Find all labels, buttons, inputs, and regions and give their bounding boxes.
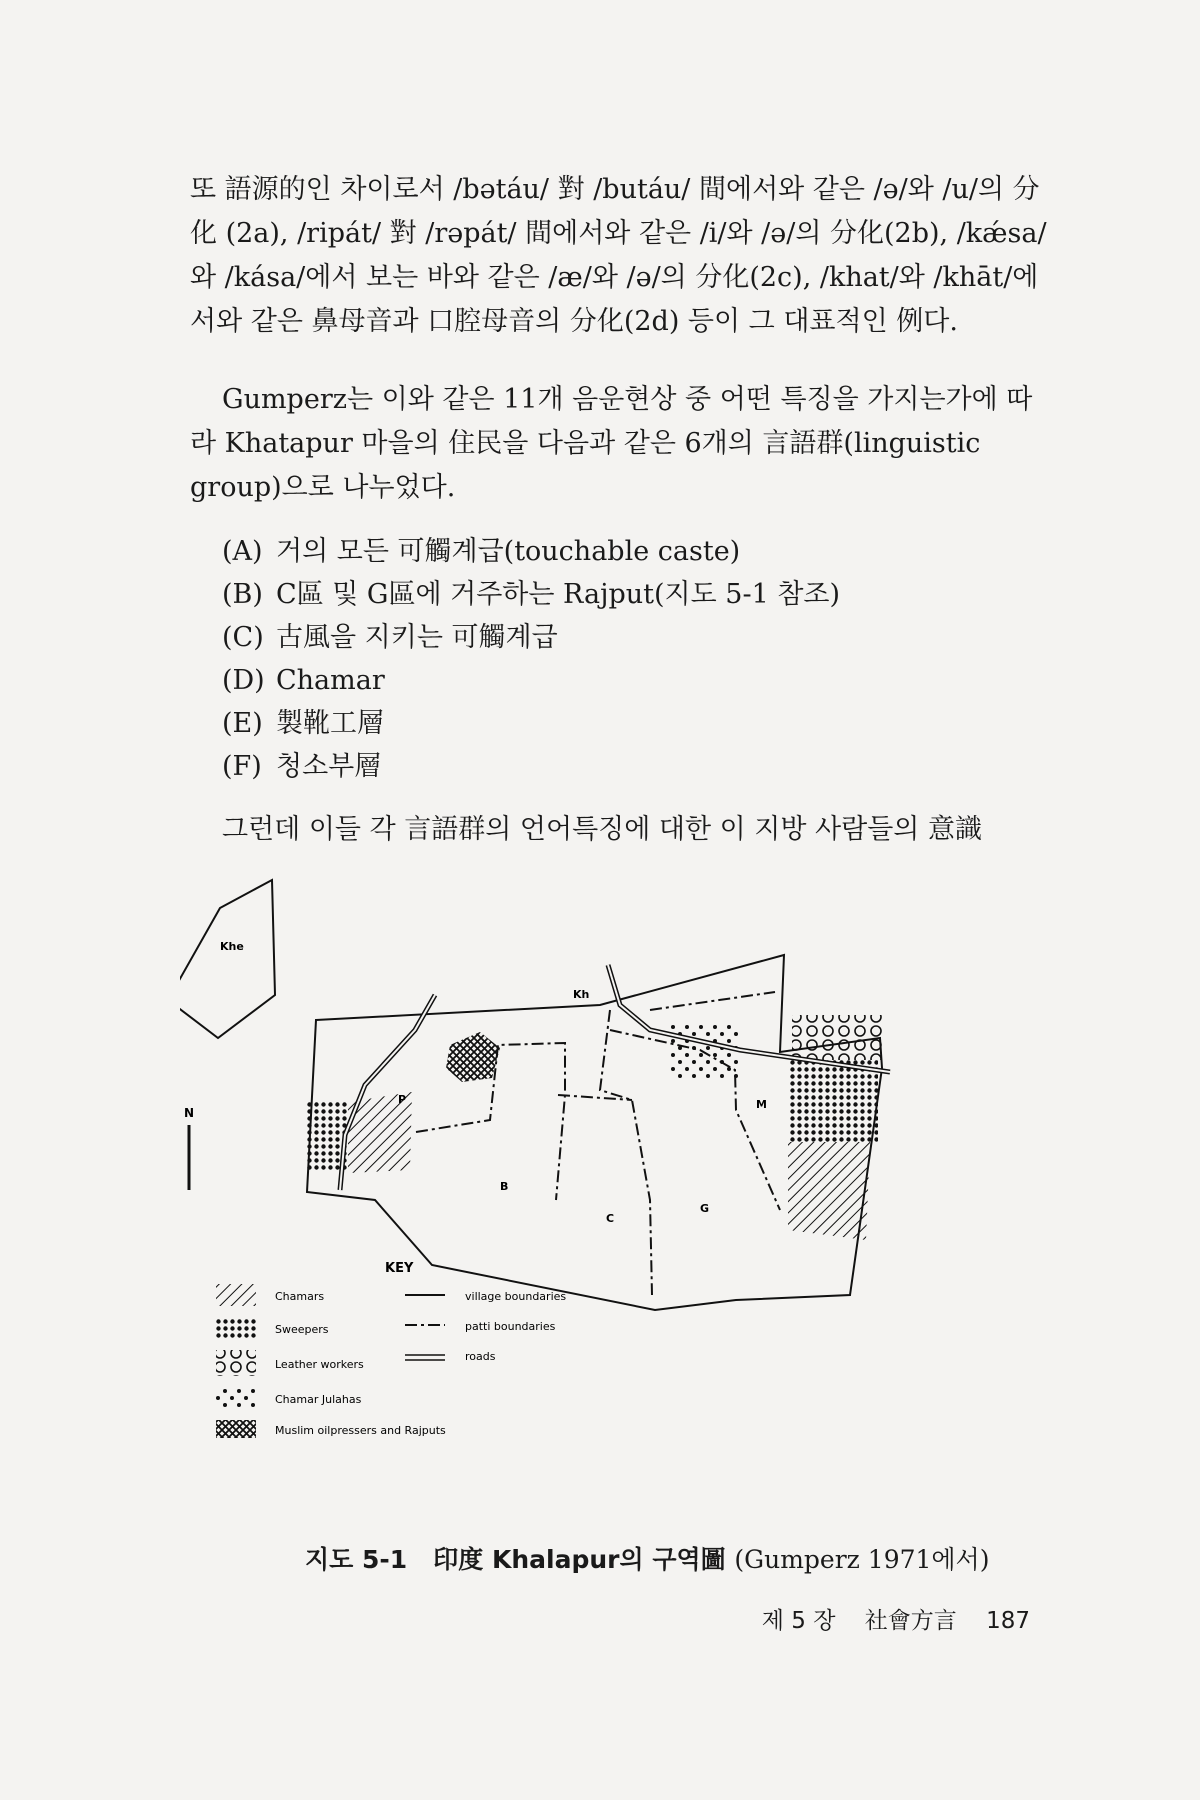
linguistic-group-list [222, 530, 840, 788]
list-item: (B) C區 및 G區에 거주하는 Rajput(지도 5-1 참조) [222, 579, 841, 610]
key-label-leather-workers: Leather workers [275, 1358, 364, 1371]
area-label-g: G [700, 1202, 710, 1215]
figure-number: 지도 5-1 [305, 1545, 408, 1574]
chapter-title: 社會方言 [864, 1608, 957, 1634]
leather-workers-area [792, 1015, 884, 1060]
muslim-oilpressers-area [446, 1032, 500, 1082]
paragraph-linguistic-groups-intro: Gumperz는 이와 같은 11개 음운현상 중 어떤 특징을 가지는가에 따라 Khatapur 마을의 住民을 다음과 같은 6개의 言語群(linguistic group)으로 나누었다. [190, 384, 1033, 503]
key-label-muslim-oilpressers: Muslim oilpressers and Rajputs [275, 1424, 446, 1437]
key-label-chamars: Chamars [275, 1290, 325, 1303]
list-item: (D) Chamar [222, 665, 385, 696]
list-item: (E) 製靴工層 [222, 708, 384, 739]
list-item: (C) 古風을 지키는 可觸계급 [222, 622, 558, 653]
figure-title: 印度 Khalapur의 구역圖 [433, 1545, 726, 1574]
paragraph-awareness: 그런데 이들 각 言語群의 언어특징에 대한 이 지방 사람들의 意識 [222, 814, 982, 845]
khe-village-boundary [180, 880, 275, 1038]
muslim-oilpressers-swatch [216, 1420, 256, 1438]
area-label-kh: Kh [573, 988, 590, 1001]
paragraph-phonological-splits: 또 語源的인 차이로서 /bətáu/ 對 /butáu/ 間에서와 같은 /ə/와 /u/의 分化 (2a), /ripát/ 對 /rəpát/ 間에서와 같은 /i/와 /ə/의 分化(2b), /kǽsa/와 /kása/에서 보는 바와 같은 /æ/와 /ə/의 分化(2c), /khat/와 /khāt/에서와 같은 鼻母音과 口腔母音의 分化(2d) 등이 그 대표적인 例다. [190, 174, 1047, 337]
area-label-khe: Khe [220, 940, 244, 953]
sweepers-swatch [216, 1317, 256, 1339]
chamars-swatch [216, 1284, 256, 1306]
key-label-sweepers: Sweepers [275, 1323, 329, 1336]
key-legend [216, 1284, 566, 1438]
key-label-chamar-julahas: Chamar Julahas [275, 1393, 362, 1406]
chamars-area [788, 1142, 870, 1240]
list-item: (F) 청소부層 [222, 751, 382, 782]
north-label: N [184, 1106, 195, 1120]
figure-caption [305, 1540, 989, 1576]
key-label-village-boundaries: village boundaries [465, 1290, 567, 1303]
leather-workers-swatch [216, 1350, 256, 1376]
area-label-p: P [398, 1093, 407, 1106]
list-item: (A) 거의 모든 可觸계급(touchable caste) [222, 536, 741, 567]
chapter-number: 제 5 장 [761, 1608, 836, 1634]
key-label-roads: roads [465, 1350, 496, 1363]
sweepers-area [788, 1060, 878, 1142]
area-label-b: B [500, 1180, 509, 1193]
area-label-m: M [756, 1098, 767, 1111]
figure-source: (Gumperz 1971에서) [734, 1545, 990, 1574]
key-title: KEY [385, 1261, 414, 1276]
page-footer [740, 1602, 1030, 1635]
key-label-patti-boundaries: patti boundaries [465, 1320, 556, 1333]
area-label-c: C [606, 1212, 615, 1225]
page-number: 187 [986, 1608, 1030, 1634]
khalapur-district-map [180, 870, 1040, 1530]
chamar-julahas-swatch [216, 1386, 256, 1410]
